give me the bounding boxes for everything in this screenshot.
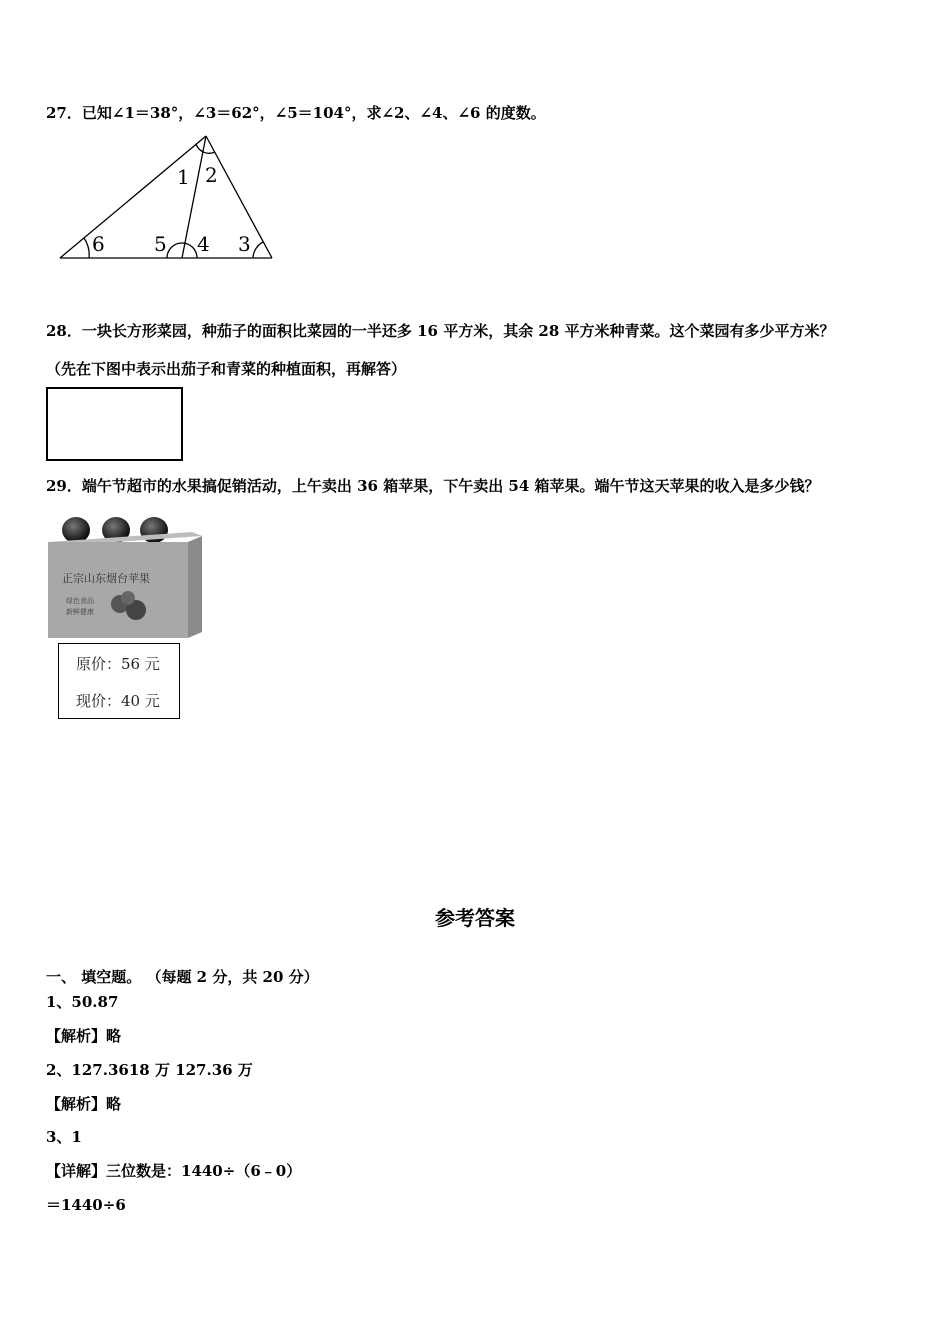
angle-label-4: 4 — [197, 232, 210, 256]
apple-box-image — [44, 512, 206, 642]
answer-3: 3、1 — [46, 1128, 82, 1146]
answer-2: 2、127.3618 万 127.36 万 — [46, 1061, 253, 1079]
triangle-left-side — [60, 136, 206, 258]
question-28-text: 28．一块长方形菜园，种茄子的面积比菜园的一半还多 16 平方米，其余 28 平方米种青菜。这个菜园有多少平方米？ — [46, 322, 835, 340]
angle-label-3: 3 — [238, 232, 251, 256]
price-tag — [58, 643, 180, 719]
triangle-figure — [52, 132, 282, 266]
answer-3-line-2: ＝1440÷6 — [46, 1196, 126, 1214]
answers-title: 参考答案 — [435, 906, 515, 930]
question-29-text: 29．端午节超市的水果搞促销活动，上午卖出 36 箱苹果，下午卖出 54 箱苹果。端午节这天苹果的收入是多少钱？ — [46, 477, 820, 495]
apple-icon — [62, 517, 90, 543]
apple-print-icon — [121, 591, 135, 605]
angle-label-2: 2 — [205, 163, 218, 187]
answer-3-detail: 【详解】三位数是：1440÷（6﹣0） — [46, 1162, 302, 1180]
angle-3-arc — [253, 242, 263, 258]
box-sub-label-1: 绿色食品 — [66, 597, 94, 605]
garden-rectangle — [46, 387, 183, 461]
angle-label-1: 1 — [177, 165, 190, 189]
angle-6-arc — [84, 238, 89, 258]
angle-label-6: 6 — [92, 232, 105, 256]
box-label: 正宗山东烟台苹果 — [62, 572, 150, 585]
question-28-instruction: （先在下图中表示出茄子和青菜的种植面积，再解答） — [46, 360, 407, 378]
answer-1: 1、50.87 — [46, 993, 119, 1011]
question-27-text: 27．已知∠1＝38°，∠3＝62°，∠5＝104°，求∠2、∠4、∠6 的度数。 — [46, 104, 546, 122]
angle-label-5: 5 — [154, 232, 167, 256]
answer-1-note: 【解析】略 — [46, 1027, 122, 1045]
box-sub-label-2: 新鲜健康 — [66, 608, 94, 616]
current-price: 现价：40 元 — [76, 692, 160, 710]
original-price: 原价：56 元 — [76, 655, 160, 673]
answer-2-note: 【解析】略 — [46, 1095, 122, 1113]
section-1-heading: 一、 填空题。 （每题 2 分，共 20 分） — [46, 968, 319, 986]
